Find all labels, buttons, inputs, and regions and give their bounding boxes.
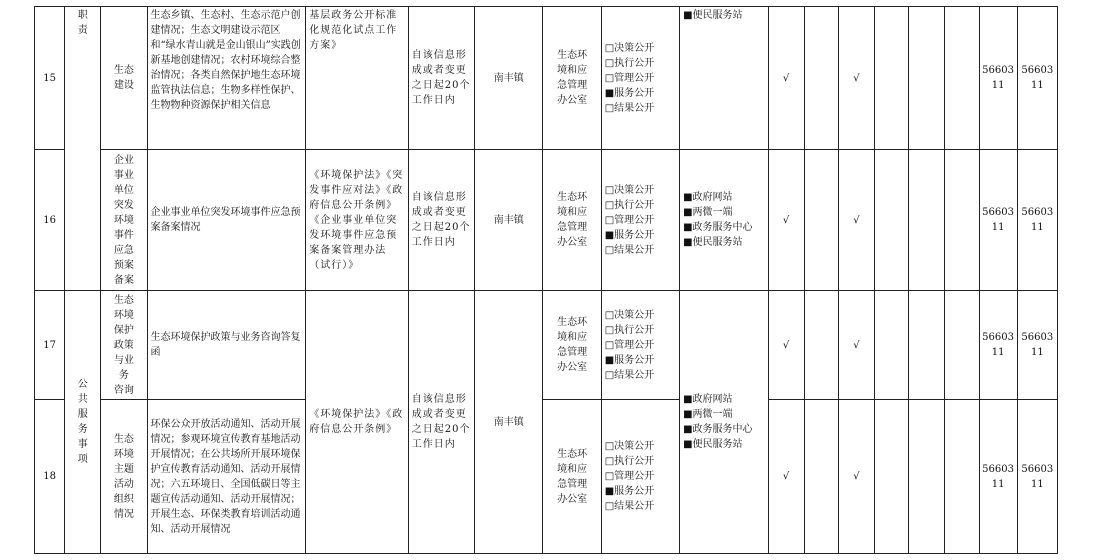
empty-cell [945,291,979,400]
category-level2: 生态 环境 保护 政策 与业 务 咨询 [101,291,147,400]
empty-cell [909,7,945,150]
empty-cell [945,150,979,291]
empty-cell [804,291,838,400]
contact-phone: 56603 11 [979,291,1017,400]
row-number: 18 [35,400,65,554]
contact-phone: 56603 11 [979,7,1017,150]
table-row [35,150,1058,291]
contact-phone: 56603 11 [1017,7,1057,150]
disclosure-types: □决策公开 □执行公开 □管理公开 ■服务公开 □结果公开 [601,7,679,150]
check-mark: √ [768,400,804,554]
disclosure-content: 环保公众开放活动通知、活动开展情况；参观环境宣传教育基地活动开展情况；在公共场所开展环境保护宣传教育活动通知、活动开展情况；六五环境日、全国低碳日等主题宣传活动通知、活动开展情况；开展生态、环保类教育培训活动通知、活动开展情况 [147,400,306,554]
empty-cell [804,7,838,150]
disclosure-content: 企业事业单位突发环境事件应急预案备案情况 [147,150,306,291]
responsible-office: 生态环 境和应 急管理 办公室 [543,400,601,554]
responsible-office: 生态环 境和应 急管理 办公室 [543,150,601,291]
empty-cell [804,400,838,554]
disclosure-basis: 《环境保护法》《突发事件应对法》《政府信息公开条例》《企业事业单位突发环境事件应急预案备案管理办法（试行）》 [306,150,409,291]
check-mark: √ [768,150,804,291]
disclosure-types: □决策公开 □执行公开 □管理公开 ■服务公开 □结果公开 [601,400,679,554]
check-mark: √ [838,400,874,554]
disclosure-content: 生态乡镇、生态村、生态示范户创建情况；生态文明建设示范区和“绿水青山就是金山银山”实践创新基地创建情况；农村环境综合整治情况；各类自然保护地生态环境监管执法信息；生物多样性保护、生物物种资源保护相关信息 [147,7,306,150]
disclosure-time: 自该信息形成或者变更之日起20个工作日内 [408,291,474,554]
contact-phone: 56603 11 [979,400,1017,554]
responsible-office: 生态环 境和应 急管理 办公室 [543,7,601,150]
disclosure-time: 自该信息形成或者变更之日起20个工作日内 [408,7,474,150]
disclosure-channels: ■便民服务站 [680,7,768,150]
disclosure-subject: 南丰镇 [475,150,543,291]
empty-cell [875,291,909,400]
empty-cell [909,150,945,291]
row-number: 15 [35,7,65,150]
row-number: 16 [35,150,65,291]
contact-phone: 56603 11 [1017,400,1057,554]
empty-cell [875,400,909,554]
disclosure-time: 自该信息形成或者变更之日起20个工作日内 [408,150,474,291]
table-row [35,291,1058,400]
disclosure-types: □决策公开 □执行公开 □管理公开 ■服务公开 □结果公开 [601,150,679,291]
responsible-office: 生态环 境和应 急管理 办公室 [543,291,601,400]
disclosure-subject: 南丰镇 [475,7,543,150]
category-level2: 企业 事业 单位 突发 环境 事件 应急 预案 备案 [101,150,147,291]
empty-cell [909,291,945,400]
disclosure-types: □决策公开 □执行公开 □管理公开 ■服务公开 □结果公开 [601,291,679,400]
check-mark: √ [838,291,874,400]
category-level2: 生态 建设 [101,7,147,150]
empty-cell [875,7,909,150]
empty-cell [909,400,945,554]
check-mark: √ [838,7,874,150]
category-level2: 生态 环境 主题 活动 组织 情况 [101,400,147,554]
contact-phone: 56603 11 [1017,150,1057,291]
disclosure-channels: ■政府网站 ■两微一端 ■政务服务中心 ■便民服务站 [680,150,768,291]
category-level1: 职 责 [65,7,101,291]
disclosure-subject: 南丰镇 [475,291,543,554]
empty-cell [875,150,909,291]
contact-phone: 56603 11 [1017,291,1057,400]
category-level1: 公 共 服 务 事 项 [65,291,101,554]
row-number: 17 [35,291,65,400]
disclosure-basis: 《环境保护法》《政府信息公开条例》 [306,291,409,554]
empty-cell [945,7,979,150]
disclosure-basis: 基层政务公开标准化规范化试点工作方案》 [306,7,409,150]
check-mark: √ [768,291,804,400]
empty-cell [804,150,838,291]
contact-phone: 56603 11 [979,150,1017,291]
check-mark: √ [768,7,804,150]
disclosure-table [34,6,1058,554]
check-mark: √ [838,150,874,291]
disclosure-content: 生态环境保护政策与业务咨询答复函 [147,291,306,400]
table-row [35,7,1058,150]
table-row [35,400,1058,554]
disclosure-channels: ■政府网站 ■两微一端 ■政务服务中心 ■便民服务站 [680,291,768,554]
empty-cell [945,400,979,554]
